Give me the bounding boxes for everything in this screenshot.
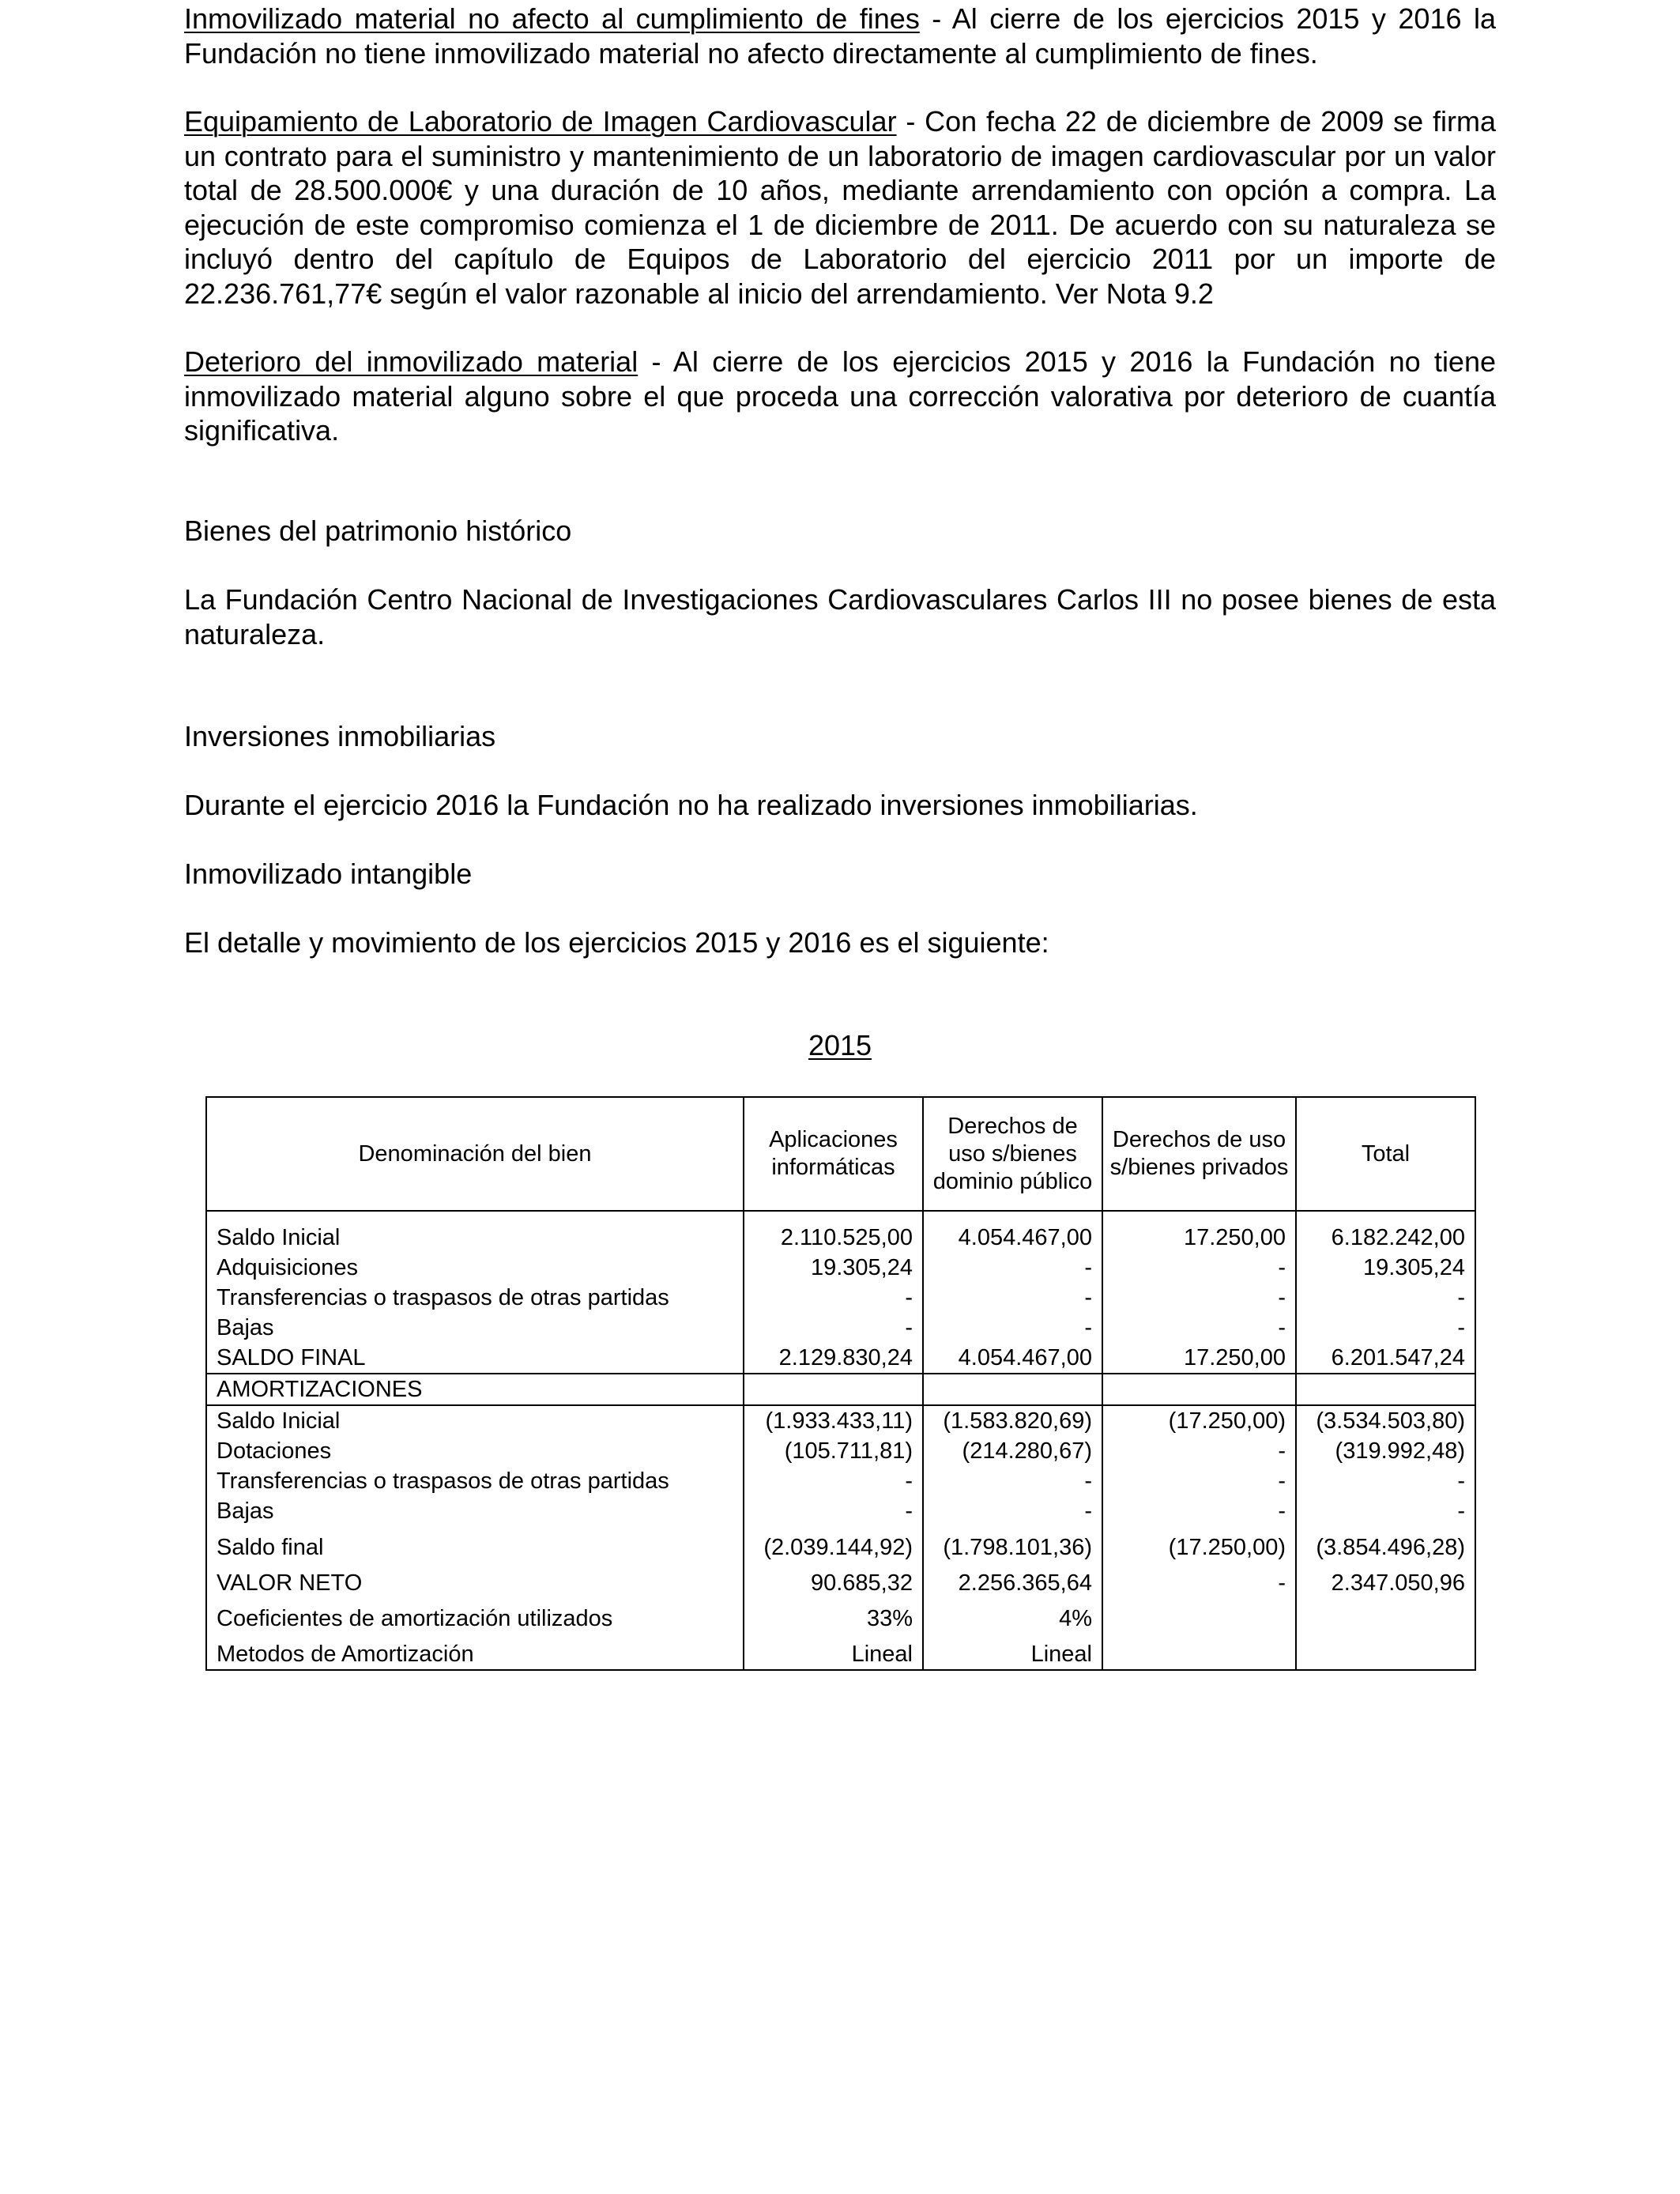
heading-deterioro: Deterioro del inmovilizado material — [184, 345, 638, 378]
cell-aplicaciones: 90.685,32 — [744, 1563, 923, 1598]
table-row — [206, 1211, 1475, 1253]
cell-bienes-privados: - — [1102, 1253, 1296, 1283]
cell-dominio-publico: - — [923, 1283, 1102, 1313]
cell-aplicaciones: 2.110.525,00 — [744, 1211, 923, 1253]
row-label: Adquisiciones — [206, 1253, 744, 1283]
cell-dominio-publico: - — [923, 1313, 1102, 1343]
cell-bienes-privados: 17.250,00 — [1102, 1343, 1296, 1374]
cell-total: (3.854.496,28) — [1296, 1526, 1475, 1563]
row-label: Bajas — [206, 1313, 744, 1343]
cell-dominio-publico: - — [923, 1496, 1102, 1526]
bienes-text: La Fundación Centro Nacional de Investigaciones Cardiovasculares Carlos III no posee bienes de esta naturaleza. — [184, 583, 1496, 650]
cell-total — [1296, 1634, 1475, 1670]
cell-total — [1296, 1598, 1475, 1634]
cell-bienes-privados: - — [1102, 1563, 1296, 1598]
cell-dominio-publico: - — [923, 1253, 1102, 1283]
row-label: Transferencias o traspasos de otras partidas — [206, 1466, 744, 1496]
amortizaciones-label: AMORTIZACIONES — [206, 1374, 744, 1405]
heading-no-afecto: Inmovilizado material no afecto al cumplimiento de fines — [184, 2, 920, 35]
row-label: VALOR NETO — [206, 1563, 744, 1598]
table-row — [206, 1634, 1475, 1670]
paragraph-equipamiento — [184, 104, 1496, 311]
cell-dominio-publico: (214.280,67) — [923, 1436, 1102, 1466]
intangible-table — [205, 1096, 1476, 1671]
cell-aplicaciones: (1.933.433,11) — [744, 1405, 923, 1436]
cell-dominio-publico: 4% — [923, 1598, 1102, 1634]
cell-dominio-publico: - — [923, 1466, 1102, 1496]
table-row — [206, 1496, 1475, 1526]
cell-aplicaciones: 2.129.830,24 — [744, 1343, 923, 1374]
section-text-bienes — [184, 582, 1496, 651]
row-label: SALDO FINAL — [206, 1343, 744, 1374]
table-row — [206, 1405, 1475, 1436]
heading-equipamiento: Equipamiento de Laboratorio de Imagen Cardiovascular — [184, 105, 897, 138]
row-label: Saldo final — [206, 1526, 744, 1563]
table-row — [206, 1283, 1475, 1313]
cell-bienes-privados: (17.250,00) — [1102, 1526, 1296, 1563]
cell-aplicaciones: - — [744, 1313, 923, 1343]
cell-dominio-publico: (1.583.820,69) — [923, 1405, 1102, 1436]
cell-total: (319.992,48) — [1296, 1436, 1475, 1466]
cell-dominio-publico: (1.798.101,36) — [923, 1526, 1102, 1563]
paragraph-deterioro — [184, 345, 1496, 448]
cell-aplicaciones: Lineal — [744, 1634, 923, 1670]
cell-total: 6.182.242,00 — [1296, 1211, 1475, 1253]
row-label: Bajas — [206, 1496, 744, 1526]
cell-total: 2.347.050,96 — [1296, 1563, 1475, 1598]
cell-aplicaciones: 33% — [744, 1598, 923, 1634]
cell-aplicaciones: (105.711,81) — [744, 1436, 923, 1466]
cell-bienes-privados — [1102, 1598, 1296, 1634]
section-text-inversiones: Durante el ejercicio 2016 la Fundación no ha realizado inversiones inmobiliarias. — [184, 789, 1198, 821]
cell-bienes-privados: 17.250,00 — [1102, 1211, 1296, 1253]
table-row — [206, 1343, 1475, 1374]
cell-bienes-privados: - — [1102, 1313, 1296, 1343]
cell-bienes-privados: - — [1102, 1496, 1296, 1526]
cell-dominio-publico: 2.256.365,64 — [923, 1563, 1102, 1598]
header-denominacion: Denominación del bien — [206, 1097, 744, 1211]
section-heading-bienes: Bienes del patrimonio histórico — [184, 515, 572, 547]
cell-total: - — [1296, 1313, 1475, 1343]
table-header-row — [206, 1097, 1475, 1211]
header-total: Total — [1296, 1097, 1475, 1211]
cell-aplicaciones: - — [744, 1283, 923, 1313]
cell-bienes-privados: - — [1102, 1436, 1296, 1466]
row-label: Saldo Inicial — [206, 1211, 744, 1253]
cell-total: - — [1296, 1496, 1475, 1526]
cell-bienes-privados: - — [1102, 1283, 1296, 1313]
header-bienes-privados: Derechos de uso s/bienes privados — [1102, 1097, 1296, 1211]
cell-aplicaciones: - — [744, 1496, 923, 1526]
cell-total: (3.534.503,80) — [1296, 1405, 1475, 1436]
table-row — [206, 1313, 1475, 1343]
cell-aplicaciones: 19.305,24 — [744, 1253, 923, 1283]
text-equipamiento: - Con fecha 22 de diciembre de 2009 se firma un contrato para el suministro y mantenimiento de un laboratorio de imagen cardiovascular por un valor total de 28.500.000€ y una duración de 10 años, mediante arrendamiento con opción a compra. La ejecución de este compromiso comienza el 1 de diciembre de 2011. De acuerdo con su naturaleza se incluyó dentro del capítulo de Equipos de Laboratorio del ejercicio 2011 por un importe de 22.236.761,77€ según el valor razonable al inicio del arrendamiento. Ver Nota 9.2 — [184, 105, 1496, 310]
cell-dominio-publico: 4.054.467,00 — [923, 1211, 1102, 1253]
section-heading-intangible: Inmovilizado intangible — [184, 858, 473, 890]
table-row — [206, 1466, 1475, 1496]
table-row — [206, 1598, 1475, 1634]
paragraph-no-afecto — [184, 2, 1496, 70]
amortizaciones-row — [206, 1374, 1475, 1405]
cell-total: - — [1296, 1283, 1475, 1313]
header-aplicaciones: Aplicaciones informáticas — [744, 1097, 923, 1211]
cell-bienes-privados: (17.250,00) — [1102, 1405, 1296, 1436]
cell-total: 19.305,24 — [1296, 1253, 1475, 1283]
table-row — [206, 1436, 1475, 1466]
cell-aplicaciones: - — [744, 1466, 923, 1496]
table-row — [206, 1253, 1475, 1283]
cell-dominio-publico: 4.054.467,00 — [923, 1343, 1102, 1374]
row-label: Metodos de Amortización — [206, 1634, 744, 1670]
text-no-afecto: - Al cierre de los ejercicios 2015 y 2016 la Fundación no tiene inmovilizado material no afecto directamente al cumplimiento de fines. — [184, 2, 1496, 70]
section-text-intangible: El detalle y movimiento de los ejercicios 2015 y 2016 es el siguiente: — [184, 926, 1049, 959]
cell-total: - — [1296, 1466, 1475, 1496]
cell-aplicaciones: (2.039.144,92) — [744, 1526, 923, 1563]
row-label: Dotaciones — [206, 1436, 744, 1466]
cell-bienes-privados: - — [1102, 1466, 1296, 1496]
cell-total: 6.201.547,24 — [1296, 1343, 1475, 1374]
row-label: Transferencias o traspasos de otras partidas — [206, 1283, 744, 1313]
section-heading-inversiones: Inversiones inmobiliarias — [184, 720, 496, 752]
header-dominio-publico: Derechos de uso s/bienes dominio público — [923, 1097, 1102, 1211]
cell-bienes-privados — [1102, 1634, 1296, 1670]
row-label: Saldo Inicial — [206, 1405, 744, 1436]
table-year-title: 2015 — [808, 1029, 872, 1061]
row-label: Coeficientes de amortización utilizados — [206, 1598, 744, 1634]
text-deterioro: - Al cierre de los ejercicios 2015 y 2016 la Fundación no tiene inmovilizado material alguno sobre el que proceda una corrección valorativa por deterioro de cuantía significativa. — [184, 345, 1497, 447]
table-row — [206, 1526, 1475, 1563]
cell-dominio-publico: Lineal — [923, 1634, 1102, 1670]
table-row — [206, 1563, 1475, 1598]
